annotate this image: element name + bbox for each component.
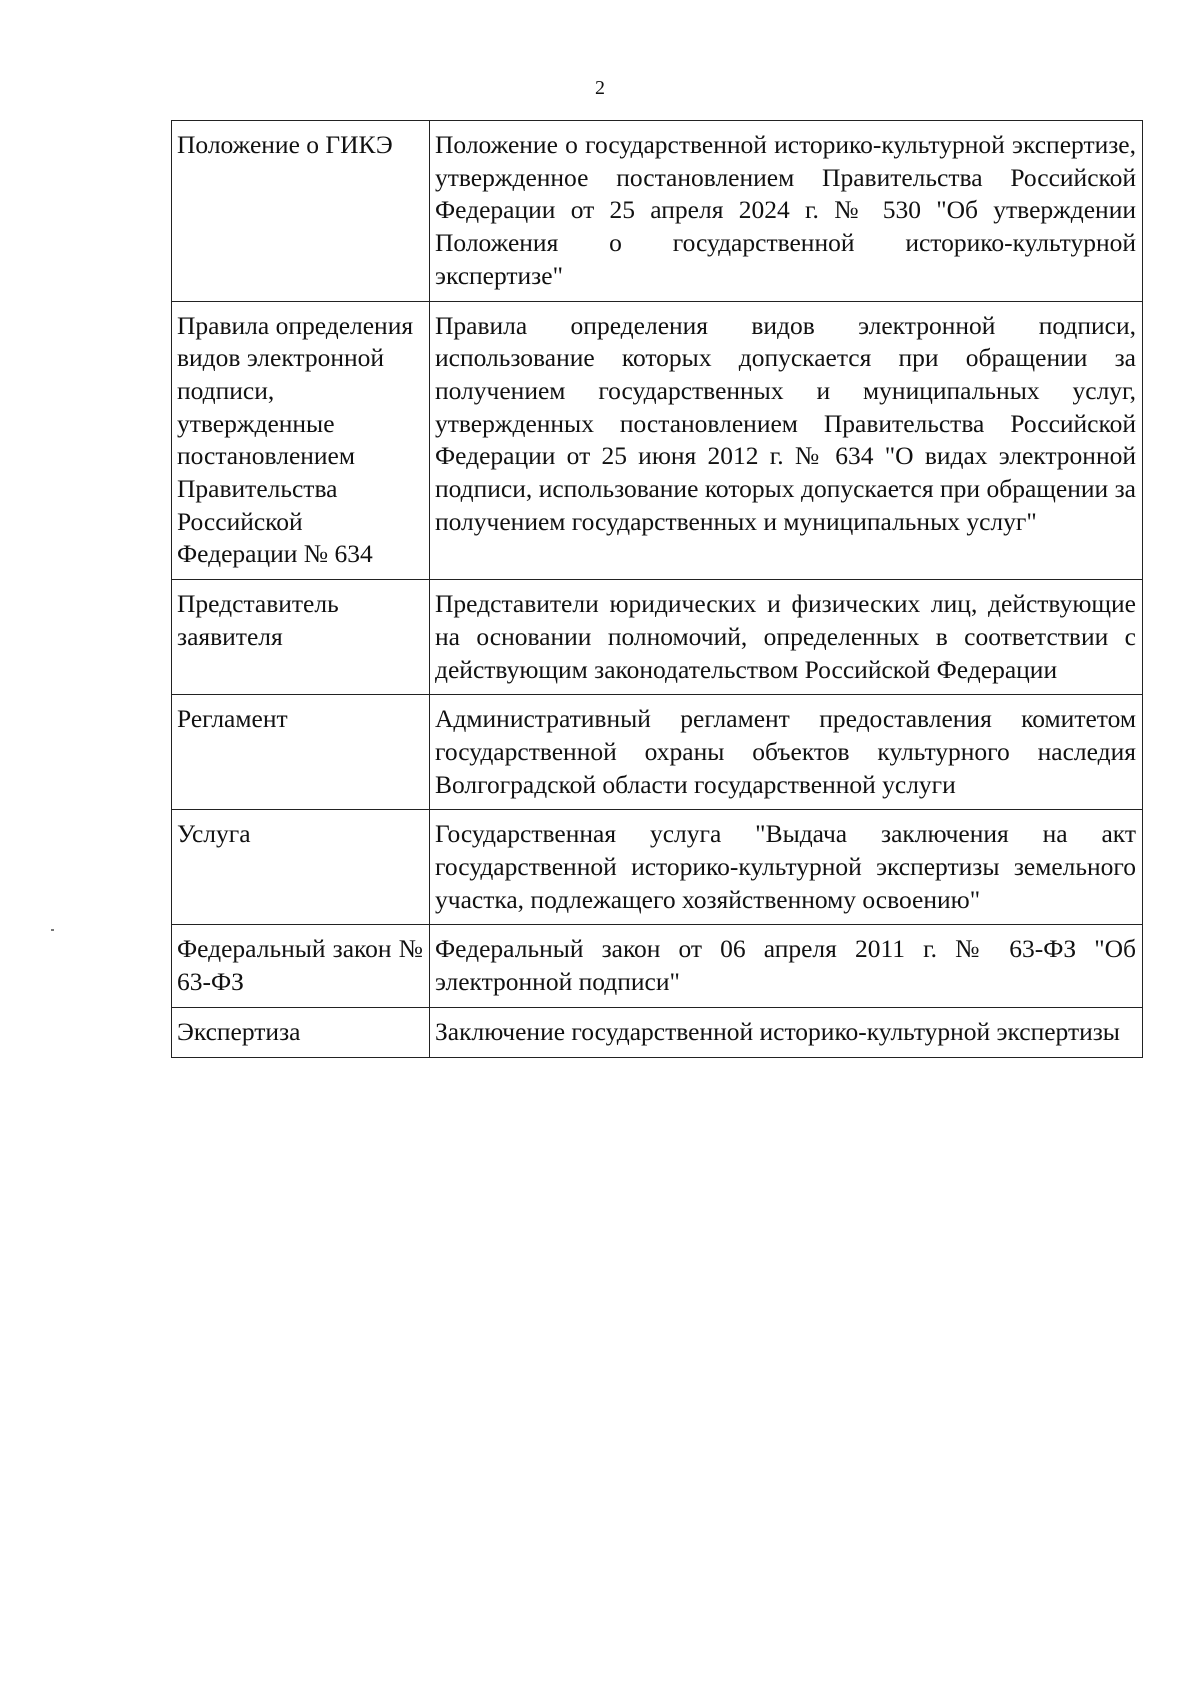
term-cell: Экспертиза bbox=[172, 1007, 430, 1057]
scan-speck bbox=[51, 929, 54, 931]
table-row bbox=[172, 301, 1143, 580]
definitions-table bbox=[171, 120, 1143, 1058]
term-cell: Правила определения видов электронной подписи, утвержденные постановлением Правительства Российской Федерации № 634 bbox=[172, 301, 430, 580]
term-cell: Положение о ГИКЭ bbox=[172, 121, 430, 302]
table-row bbox=[172, 925, 1143, 1007]
definition-cell: Федеральный закон от 06 апреля 2011 г. № 63-ФЗ "Об электронной подписи" bbox=[430, 925, 1143, 1007]
definition-cell: Заключение государственной историко-культурной экспертизы bbox=[430, 1007, 1143, 1057]
term-cell: Услуга bbox=[172, 810, 430, 925]
term-cell: Регламент bbox=[172, 695, 430, 810]
definition-cell: Государственная услуга "Выдача заключения на акт государственной историко-культурной экспертизы земельного участка, подлежащего хозяйственному освоению" bbox=[430, 810, 1143, 925]
page-number: 2 bbox=[595, 77, 605, 99]
table-row bbox=[172, 580, 1143, 695]
table-row bbox=[172, 695, 1143, 810]
table-row bbox=[172, 810, 1143, 925]
term-cell: Представитель заявителя bbox=[172, 580, 430, 695]
definition-cell: Представители юридических и физических лиц, действующие на основании полномочий, определенных в соответствии с действующим законодательством Российской Федерации bbox=[430, 580, 1143, 695]
term-cell: Федеральный закон № 63-ФЗ bbox=[172, 925, 430, 1007]
definition-cell: Административный регламент предоставления комитетом государственной охраны объектов культурного наследия Волгоградской области государственной услуги bbox=[430, 695, 1143, 810]
definition-cell: Положение о государственной историко-культурной экспертизе, утвержденное постановлением Правительства Российской Федерации от 25 апреля 2024 г. № 530 "Об утверждении Положения о государственной историко-культурной экспертизе" bbox=[430, 121, 1143, 302]
table-row bbox=[172, 1007, 1143, 1057]
table-row bbox=[172, 121, 1143, 302]
definition-cell: Правила определения видов электронной подписи, использование которых допускается при обращении за получением государственных и муниципальных услуг, утвержденных постановлением Правительства Российской Федерации от 25 июня 2012 г. № 634 "О видах электронной подписи, использование которых допускается при обращении за получением государственных и муниципальных услуг" bbox=[430, 301, 1143, 580]
